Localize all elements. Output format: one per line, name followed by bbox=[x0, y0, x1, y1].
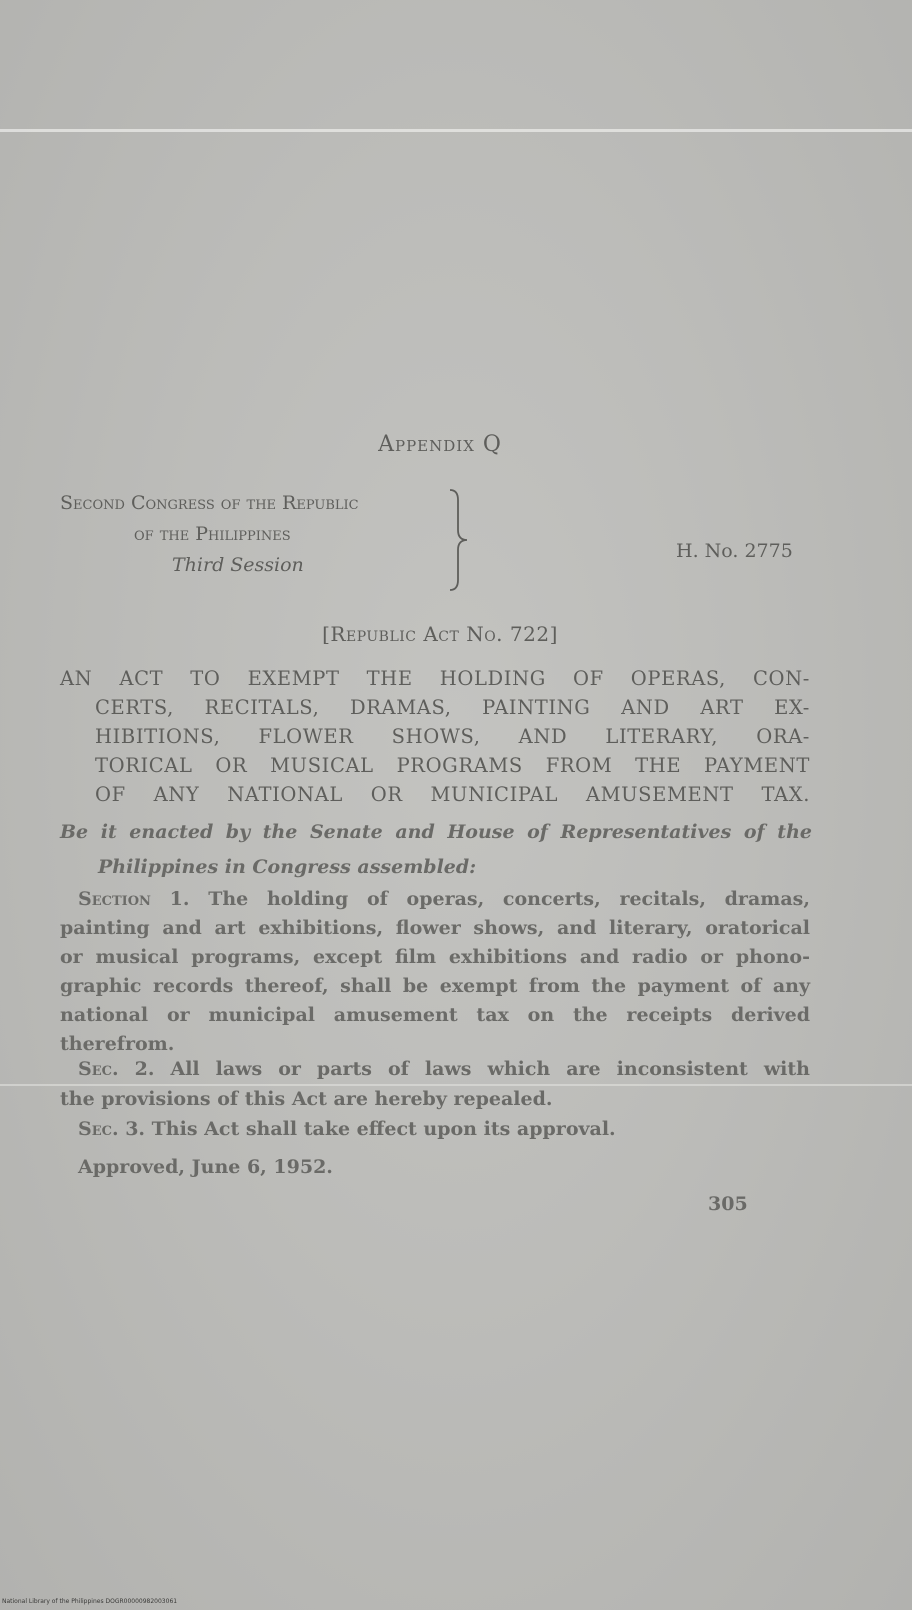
section-line bbox=[60, 885, 810, 914]
section-1 bbox=[60, 885, 810, 1059]
title-line: CERTS, RECITALS, DRAMAS, PAINTING AND ART EX- bbox=[95, 696, 810, 719]
enacting-clause bbox=[60, 815, 812, 885]
congress-session: Third Session bbox=[172, 554, 304, 576]
enacting-line-2: Philippines in Congress assembled: bbox=[98, 856, 477, 878]
congress-line-1: Second Congress of the Republic bbox=[60, 492, 359, 514]
enacting-line-1: Be it enacted by the Senate and House of Representatives of the bbox=[60, 821, 812, 843]
section-line: or musical programs, except film exhibitions and radio or phono- bbox=[60, 946, 810, 968]
title-line: OF ANY NATIONAL OR MUNICIPAL AMUSEMENT TAX. bbox=[95, 783, 810, 806]
section-3-label: Sec. 3. bbox=[78, 1118, 146, 1140]
title-line: AN ACT TO EXEMPT THE HOLDING OF OPERAS, CON- bbox=[60, 667, 810, 690]
title-line: HIBITIONS, FLOWER SHOWS, AND LITERARY, ORA- bbox=[95, 725, 810, 748]
library-footer: National Library of the Philippines DOGR00000982003061 bbox=[2, 1598, 178, 1605]
right-brace-icon bbox=[448, 488, 470, 592]
republic-act-number: [Republic Act No. 722] bbox=[322, 622, 558, 646]
section-1-label: Section 1. bbox=[78, 888, 190, 910]
section-line: the provisions of this Act are hereby repealed. bbox=[60, 1088, 553, 1110]
house-bill-number: H. No. 2775 bbox=[676, 540, 793, 562]
section-2-label: Sec. 2. bbox=[78, 1058, 155, 1080]
section-line: graphic records thereof, shall be exempt from the payment of any bbox=[60, 975, 810, 997]
approval-date: Approved, June 6, 1952. bbox=[78, 1156, 333, 1178]
act-title bbox=[60, 664, 810, 809]
section-line: painting and art exhibitions, flower shows, and literary, oratorical bbox=[60, 917, 810, 939]
section-3-text: This Act shall take effect upon its approval. bbox=[151, 1118, 616, 1140]
section-1-text: The holding of operas, concerts, recitals, dramas, bbox=[208, 888, 810, 910]
section-line bbox=[60, 1054, 810, 1084]
title-line: TORICAL OR MUSICAL PROGRAMS FROM THE PAYMENT bbox=[95, 754, 810, 777]
section-3 bbox=[78, 1118, 616, 1140]
section-line: national or municipal amusement tax on the receipts derived bbox=[60, 1004, 810, 1026]
page-number: 305 bbox=[708, 1193, 748, 1215]
section-2 bbox=[60, 1054, 810, 1114]
section-2-text: All laws or parts of laws which are inconsistent with bbox=[170, 1058, 810, 1080]
congress-line-2: of the Philippines bbox=[134, 523, 291, 545]
appendix-heading: Appendix Q bbox=[378, 432, 502, 457]
section-line: therefrom. bbox=[60, 1033, 175, 1055]
